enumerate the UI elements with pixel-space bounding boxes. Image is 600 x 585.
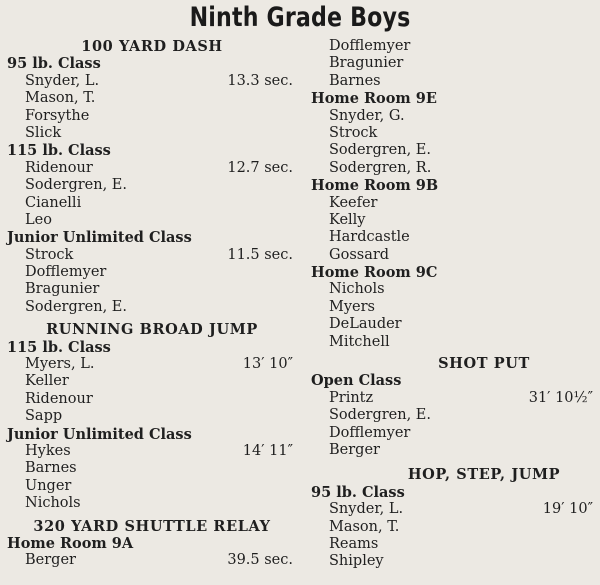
class-header-115-lb: 115 lb. Class — [7, 142, 111, 160]
class-header-junior-unlimited: Junior Unlimited Class — [7, 229, 192, 247]
athlete-name: Forsythe — [25, 107, 90, 124]
result-row — [7, 177, 297, 194]
result-row — [311, 73, 597, 90]
athlete-name: Myers, L. — [25, 356, 95, 373]
result-row — [311, 281, 597, 298]
athlete-name: Ridenour — [25, 390, 93, 407]
result-row — [7, 408, 297, 425]
results-list — [311, 38, 597, 90]
result-row — [311, 519, 597, 536]
result-row — [311, 299, 597, 316]
result-row — [7, 125, 297, 142]
result-row — [7, 247, 297, 264]
athlete-name: Kelly — [329, 211, 366, 228]
athlete-name: Dofflemyer — [329, 424, 411, 441]
athlete-name: Hykes — [25, 442, 71, 459]
result-row — [311, 553, 597, 570]
athlete-name: Snyder, L. — [329, 501, 404, 518]
result-row — [311, 247, 597, 264]
athlete-name: Strock — [329, 124, 378, 141]
result-row — [311, 334, 597, 351]
result-row — [7, 356, 297, 373]
result-row — [7, 281, 297, 298]
results-list — [311, 501, 597, 571]
result-row — [311, 407, 597, 424]
home-room-9b-header: Home Room 9B — [311, 177, 439, 195]
athlete-name: Snyder, G. — [329, 107, 405, 124]
results-list — [7, 247, 297, 317]
result-row — [7, 552, 297, 569]
result-value: 14′ 11″ — [242, 442, 293, 459]
results-list — [7, 443, 297, 513]
athlete-name: Cianelli — [25, 194, 82, 211]
result-value: 19′ 10″ — [542, 501, 593, 518]
result-row — [311, 390, 597, 407]
athlete-name: Dofflemyer — [25, 264, 107, 281]
results-list — [7, 160, 297, 230]
result-row — [7, 108, 297, 125]
result-value: 39.5 sec. — [227, 552, 293, 569]
page-title: Ninth Grade Boys — [189, 2, 411, 33]
result-row — [311, 442, 597, 459]
result-row — [311, 160, 597, 177]
athlete-name: Gossard — [329, 246, 390, 263]
results-list — [311, 281, 597, 351]
home-room-9a-header: Home Room 9A — [7, 534, 134, 552]
athlete-name: Sodergren, E. — [329, 407, 432, 424]
event-header-running-broad-jump: RUNNING BROAD JUMP — [46, 321, 258, 339]
athlete-name: Sodergren, E. — [329, 142, 432, 159]
result-row — [7, 460, 297, 477]
athlete-name: Bragunier — [329, 55, 404, 72]
result-row — [311, 55, 597, 72]
result-row — [7, 299, 297, 316]
results-list — [7, 73, 297, 143]
event-header-shuttle-relay: 320 YARD SHUTTLE RELAY — [33, 517, 271, 535]
home-room-9e-header: Home Room 9E — [311, 90, 437, 108]
result-row — [311, 425, 597, 442]
event-header-hop-step-jump: HOP, STEP, JUMP — [407, 466, 561, 484]
result-row — [7, 443, 297, 460]
athlete-name: Bragunier — [25, 281, 100, 298]
class-header-95-lb-hop: 95 lb. Class — [311, 483, 405, 501]
athlete-name: Strock — [25, 246, 74, 263]
athlete-name: Ridenour — [25, 159, 93, 176]
result-row — [311, 142, 597, 159]
athlete-name: Slick — [25, 124, 62, 141]
athlete-name: Barnes — [329, 72, 381, 89]
athlete-name: Keller — [25, 373, 69, 390]
result-row — [7, 160, 297, 177]
result-value: 13′ 10″ — [242, 356, 293, 373]
result-row — [311, 212, 597, 229]
result-row — [7, 264, 297, 281]
class-header-junior-unlimited-jump: Junior Unlimited Class — [7, 425, 192, 443]
athlete-name: Barnes — [25, 460, 77, 477]
result-row — [7, 212, 297, 229]
result-row — [7, 73, 297, 90]
athlete-name: Berger — [25, 552, 76, 569]
result-row — [311, 229, 597, 246]
result-value: 12.7 sec. — [227, 159, 293, 176]
athlete-name: Dofflemyer — [329, 38, 411, 54]
athlete-name: Mason, T. — [25, 90, 96, 107]
result-row — [7, 495, 297, 512]
athlete-name: Snyder, L. — [25, 72, 100, 89]
results-list — [7, 356, 297, 426]
result-row — [7, 90, 297, 107]
event-header-shot-put: SHOT PUT — [438, 355, 530, 373]
results-list — [311, 390, 597, 460]
athlete-name: Sodergren, R. — [329, 159, 432, 176]
results-list — [311, 195, 597, 265]
result-row — [7, 195, 297, 212]
athlete-name: Nichols — [25, 495, 81, 512]
athlete-name: Sodergren, E. — [25, 177, 128, 194]
result-row — [7, 478, 297, 495]
athlete-name: Keefer — [329, 194, 378, 211]
athlete-name: Reams — [329, 535, 379, 552]
athlete-name: Hardcastle — [329, 229, 410, 246]
athlete-name: Nichols — [329, 281, 385, 298]
left-column — [7, 38, 297, 570]
result-row — [311, 108, 597, 125]
result-row — [311, 125, 597, 142]
result-value: 13.3 sec. — [227, 72, 293, 89]
athlete-name: Mason, T. — [329, 518, 400, 535]
athlete-name: Sodergren, E. — [25, 298, 128, 315]
result-row — [311, 38, 597, 55]
athlete-name: Leo — [25, 211, 52, 228]
athlete-name: Sapp — [25, 408, 63, 425]
athlete-name: Printz — [329, 389, 374, 406]
home-room-9c-header: Home Room 9C — [311, 264, 438, 282]
result-row — [311, 501, 597, 518]
results-list — [311, 108, 597, 178]
right-column — [311, 38, 597, 571]
class-header-115-lb-jump: 115 lb. Class — [7, 338, 111, 356]
result-row — [311, 195, 597, 212]
result-row — [7, 373, 297, 390]
athlete-name: Berger — [329, 441, 380, 458]
result-row — [311, 316, 597, 333]
results-list — [7, 552, 297, 569]
class-header-95-lb: 95 lb. Class — [7, 55, 101, 73]
athlete-name: Shipley — [329, 553, 384, 570]
result-value: 11.5 sec. — [227, 246, 293, 263]
athlete-name: Myers — [329, 298, 375, 315]
result-row — [7, 391, 297, 408]
athlete-name: Mitchell — [329, 333, 390, 350]
class-header-open: Open Class — [311, 372, 402, 390]
event-header-100-yard-dash: 100 YARD DASH — [81, 38, 223, 55]
athlete-name: Unger — [25, 477, 72, 494]
athlete-name: DeLauder — [329, 316, 402, 333]
result-value: 31′ 10½″ — [528, 389, 593, 406]
result-row — [311, 536, 597, 553]
